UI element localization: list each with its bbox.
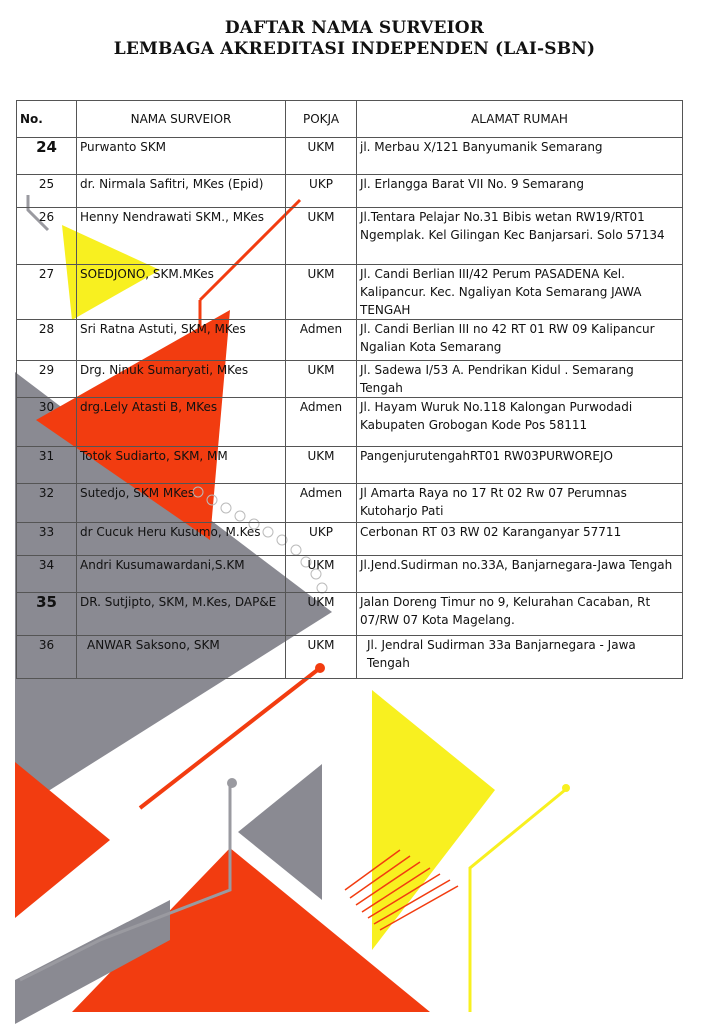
row-name: Sri Ratna Astuti, SKM, MKes: [77, 320, 286, 361]
document-title: [0, 18, 709, 60]
table-header-row: [17, 101, 683, 138]
header-no: No.: [17, 101, 77, 138]
table-row: [17, 208, 683, 265]
row-address: Jl. Sadewa I/53 A. Pendrikan Kidul . Semarang Tengah: [357, 361, 683, 398]
header-address: ALAMAT RUMAH: [357, 101, 683, 138]
yellow-line: [470, 790, 565, 1012]
table-row: [17, 265, 683, 320]
table-row: [17, 523, 683, 556]
table-row: [17, 320, 683, 361]
gray-dot: [227, 778, 237, 788]
row-no: 28: [17, 320, 77, 361]
row-address: Cerbonan RT 03 RW 02 Karanganyar 57711: [357, 523, 683, 556]
row-address: PangenjurutengahRT01 RW03PURWOREJO: [357, 447, 683, 484]
table-row: [17, 636, 683, 679]
row-pokja: UKM: [286, 447, 357, 484]
row-no: 29: [17, 361, 77, 398]
row-no: 30: [17, 398, 77, 447]
row-name: dr Cucuk Heru Kusumo, M.Kes: [77, 523, 286, 556]
row-pokja: UKM: [286, 636, 357, 679]
row-name: Purwanto SKM: [77, 138, 286, 175]
row-pokja: UKP: [286, 175, 357, 208]
row-address: Jl. Jendral Sudirman 33a Banjarnegara - Jawa Tengah: [357, 636, 683, 679]
title-line-2: LEMBAGA AKREDITASI INDEPENDEN (LAI-SBN): [113, 39, 596, 59]
row-pokja: UKM: [286, 138, 357, 175]
row-address: Jl. Candi Berlian III no 42 RT 01 RW 09 Kalipancur Ngalian Kota Semarang: [357, 320, 683, 361]
row-no: 36: [17, 636, 77, 679]
yellow-triangle-right: [372, 690, 495, 950]
row-pokja: Admen: [286, 484, 357, 523]
table-row: [17, 138, 683, 175]
row-address: jl. Merbau X/121 Banyumanik Semarang: [357, 138, 683, 175]
header-pokja: POKJA: [286, 101, 357, 138]
row-no: 24: [17, 138, 77, 175]
row-address: Jl. Hayam Wuruk No.118 Kalongan Purwodadi Kabupaten Grobogan Kode Pos 58111: [357, 398, 683, 447]
row-pokja: Admen: [286, 320, 357, 361]
row-pokja: UKM: [286, 593, 357, 636]
row-pokja: Admen: [286, 398, 357, 447]
row-name: ANWAR Saksono, SKM: [77, 636, 286, 679]
row-name: Sutedjo, SKM MKes: [77, 484, 286, 523]
table-row: [17, 556, 683, 593]
title-line-1: DAFTAR NAMA SURVEIOR: [224, 18, 485, 38]
row-no: 31: [17, 447, 77, 484]
row-address: Jl.Jend.Sudirman no.33A, Banjarnegara-Jawa Tengah: [357, 556, 683, 593]
row-pokja: UKP: [286, 523, 357, 556]
table-row: [17, 447, 683, 484]
yellow-dot: [562, 784, 570, 792]
row-name: Drg. Ninuk Sumaryati, MKes: [77, 361, 286, 398]
row-address: Jalan Doreng Timur no 9, Kelurahan Cacaban, Rt 07/RW 07 Kota Magelang.: [357, 593, 683, 636]
row-name: DR. Sutjipto, SKM, M.Kes, DAP&E: [77, 593, 286, 636]
row-name: SOEDJONO, SKM.MKes: [77, 265, 286, 320]
row-address: Jl.Tentara Pelajar No.31 Bibis wetan RW19/RT01 Ngemplak. Kel Gilingan Kec Banjarsari. Solo 57134: [357, 208, 683, 265]
row-name: drg.Lely Atasti B, MKes: [77, 398, 286, 447]
row-pokja: UKM: [286, 208, 357, 265]
header-name: NAMA SURVEIOR: [77, 101, 286, 138]
row-name: Henny Nendrawati SKM., MKes: [77, 208, 286, 265]
table-row: [17, 398, 683, 447]
row-pokja: UKM: [286, 556, 357, 593]
table-row: [17, 175, 683, 208]
table-row: [17, 361, 683, 398]
row-no: 34: [17, 556, 77, 593]
row-pokja: UKM: [286, 361, 357, 398]
surveyor-table: [16, 100, 683, 679]
row-pokja: UKM: [286, 265, 357, 320]
row-address: Jl. Candi Berlian III/42 Perum PASADENA Kel. Kalipancur. Kec. Ngaliyan Kota Semarang JAWA TENGAH: [357, 265, 683, 320]
red-triangle-bottom-left: [15, 762, 110, 918]
row-address: Jl Amarta Raya no 17 Rt 02 Rw 07 Perumnas Kutoharjo Pati: [357, 484, 683, 523]
row-no: 35: [17, 593, 77, 636]
row-name: Andri Kusumawardani,S.KM: [77, 556, 286, 593]
table-row: [17, 593, 683, 636]
row-name: Totok Sudiarto, SKM, MM: [77, 447, 286, 484]
row-no: 33: [17, 523, 77, 556]
row-no: 32: [17, 484, 77, 523]
row-no: 25: [17, 175, 77, 208]
row-no: 26: [17, 208, 77, 265]
row-no: 27: [17, 265, 77, 320]
row-address: Jl. Erlangga Barat VII No. 9 Semarang: [357, 175, 683, 208]
row-name: dr. Nirmala Safitri, MKes (Epid): [77, 175, 286, 208]
table-row: [17, 484, 683, 523]
